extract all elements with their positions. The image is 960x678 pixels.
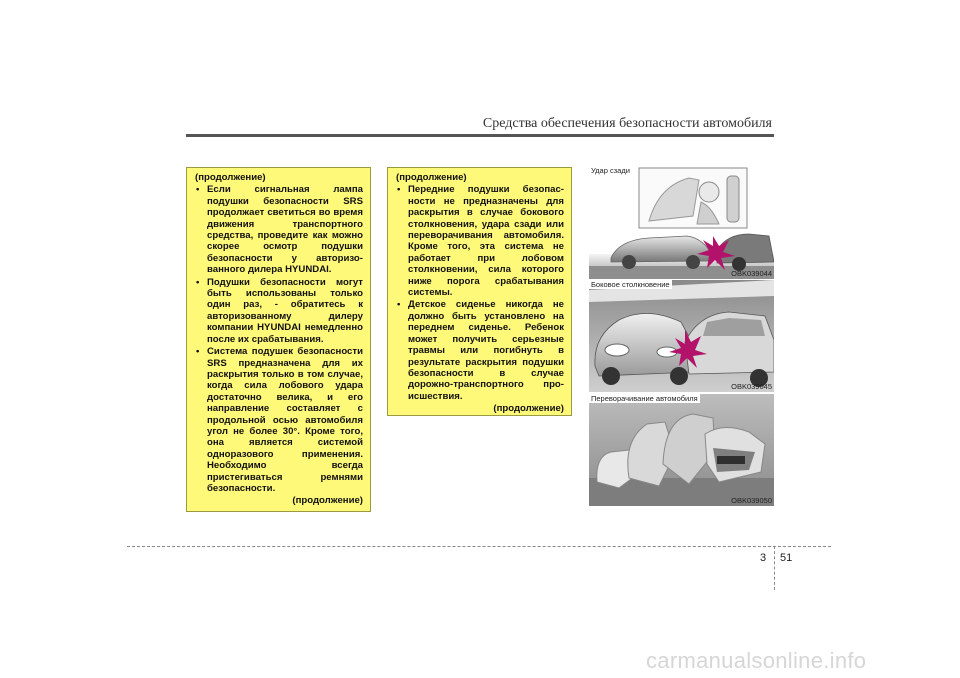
- continued-label: (продолжение): [396, 172, 467, 183]
- warning-item: • Передние подушки безопас-ности не предназначены для раскрытия в случае бокового столкновения, удара сзади или переворачивания автомобиля. Кроме того, эта система не работает при лобовом столкновении, сила которого ниже порога срабатывания системы.: [396, 184, 564, 298]
- rollover-illustration: [589, 394, 774, 506]
- continued-label: (продолжение): [195, 172, 266, 183]
- warning-item: • Система подушек безопасности SRS предназначена для их раскрытия только в том случае, когда сила лобового удара достаточно велика, и его направление составляет с продольной осью автомобиля угол не более 30°. Кроме того, она является системой одноразового применения. Необходимо всегда пристегиваться ремнями безопасности.: [195, 346, 363, 494]
- figure-code: OBK039050: [731, 496, 772, 505]
- warning-box-right: [387, 167, 572, 416]
- continued-end-label: (продолжение): [493, 403, 564, 415]
- footer-rule: [127, 546, 831, 547]
- continued-end-label: (продолжение): [292, 495, 363, 507]
- warning-list: [195, 184, 363, 494]
- warning-box-left: [186, 167, 371, 512]
- page-number: 51: [780, 552, 793, 564]
- warning-item: • Если сигнальная лампа подушки безопасности SRS продолжает светиться во время движения транспортного средства, проведите как можно скорее осмотр подушки безопасности у авторизо-ванного дилера HYUNDAI.: [195, 184, 363, 275]
- figure-side-impact: [589, 280, 774, 392]
- rear-impact-illustration: [589, 166, 774, 279]
- figure-rollover: [589, 394, 774, 506]
- warning-item: • Детское сиденье никогда не должно быть установлено на переднем сиденье. Ребенок может получить серьезные травмы или погибнуть в результате раскрытия подушки безопасности в случае дорожно-транспортного про-исшествия.: [396, 299, 564, 402]
- page-header-title: Средства обеспечения безопасности автомобиля: [482, 116, 772, 131]
- figure-code: OBK039045: [731, 382, 772, 391]
- figure-title: Удар сзади: [591, 166, 630, 175]
- figure-code: OBK039044: [731, 269, 772, 278]
- warning-item: • Подушки безопасности могут быть использованы только один раз, - обратитесь к авторизованному дилеру компании HYUNDAI немедленно после их срабатывания.: [195, 277, 363, 345]
- figure-rear-impact: [589, 166, 774, 279]
- figure-title: Переворачивание автомобиля: [591, 394, 698, 403]
- section-number: 3: [760, 552, 767, 564]
- side-impact-illustration: [589, 280, 774, 392]
- watermark: carmanualsonline.info: [646, 648, 867, 673]
- warning-list: [396, 184, 564, 402]
- header-rule: [186, 134, 774, 137]
- figure-title: Боковое столкновение: [591, 280, 670, 289]
- page-number-divider: [774, 546, 775, 590]
